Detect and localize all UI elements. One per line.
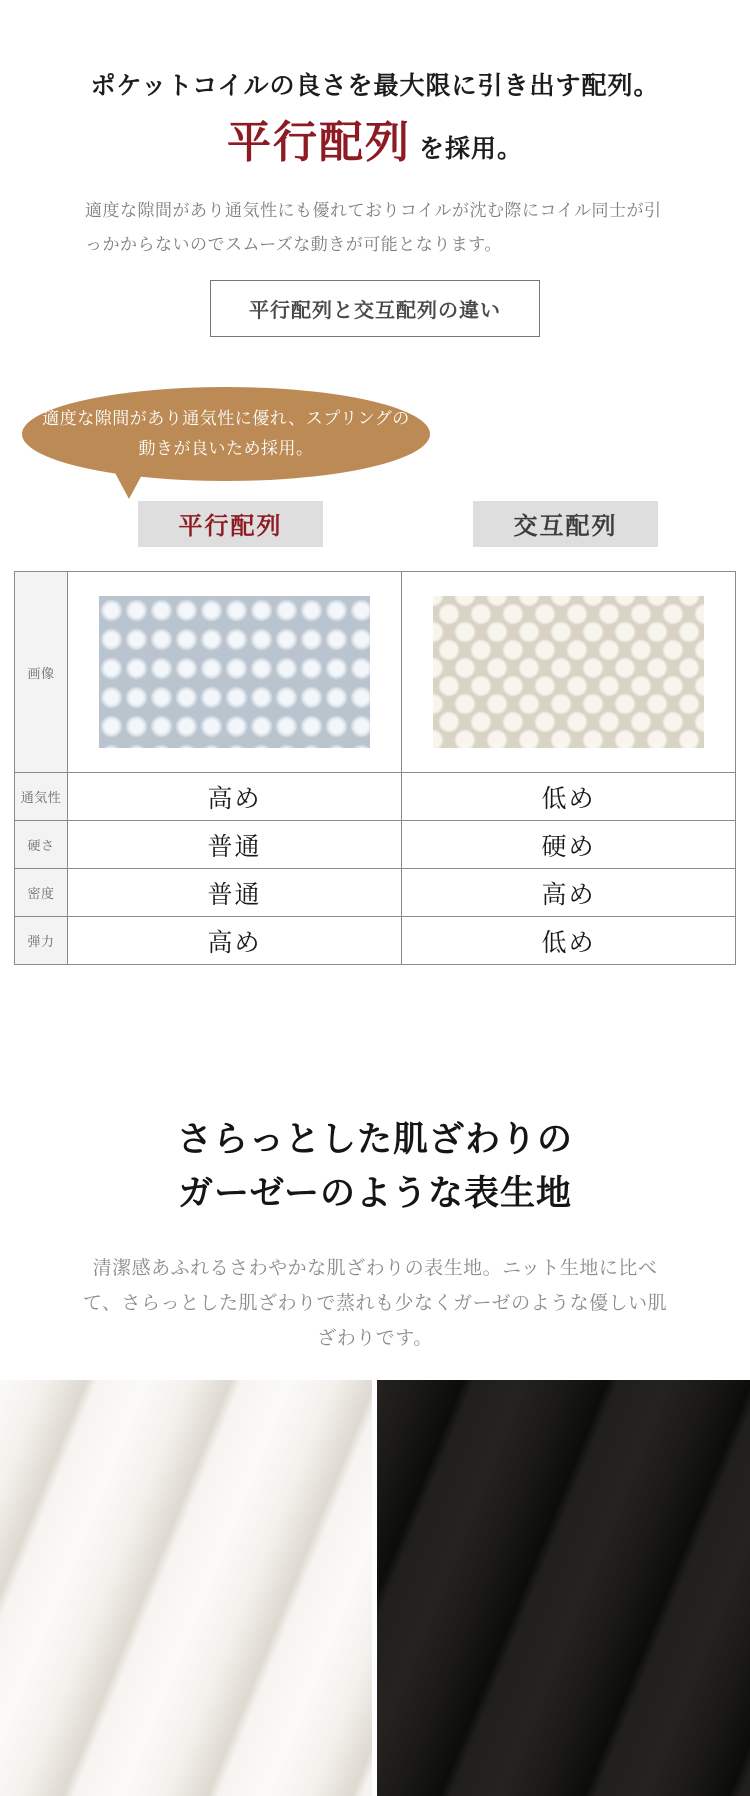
parallel-coils-photo bbox=[99, 596, 370, 748]
adoption-speech-bubble bbox=[22, 387, 430, 481]
cell-alternate-breathability: 低め bbox=[402, 773, 736, 821]
table-row-density bbox=[15, 869, 736, 917]
fabric-description: 清潔感あふれるさわやかな肌ざわりの表生地。ニット生地に比べて、さらっとした肌ざわりで蒸れも少なくガーゼのような優しい肌ざわりです。 bbox=[82, 1257, 668, 1349]
headline-accent-parallel: 平行配列 bbox=[226, 117, 411, 167]
fabric-heading-line2: ガーゼーのような表生地 bbox=[178, 1174, 572, 1214]
cell-alternate-density: 高め bbox=[402, 869, 736, 917]
column-header-parallel: 平行配列 bbox=[138, 501, 323, 547]
row-label: 弾力 bbox=[15, 917, 68, 965]
cell-alternate-firmness: 硬め bbox=[402, 821, 736, 869]
speech-bubble-tail-icon bbox=[114, 471, 144, 499]
table-row-elasticity bbox=[15, 917, 736, 965]
fabric-heading bbox=[0, 1113, 750, 1222]
coil-headline-line1: ポケットコイルの良さを最大限に引き出す配列。 bbox=[90, 71, 660, 100]
cell-alternate-elasticity: 低め bbox=[402, 917, 736, 965]
comparison-table bbox=[14, 571, 736, 965]
row-label: 硬さ bbox=[15, 821, 68, 869]
comparison-title-box: 平行配列と交互配列の違い bbox=[210, 280, 540, 337]
fabric-section bbox=[0, 1113, 750, 1796]
table-row-firmness bbox=[15, 821, 736, 869]
row-label-image: 画像 bbox=[15, 572, 68, 773]
coil-description: 適度な隙間があり通気性にも優れておりコイルが沈む際にコイル同士が引っかからないのでスムーズな動きが可能となります。 bbox=[85, 201, 662, 255]
fabric-photos-row bbox=[0, 1380, 750, 1796]
coil-headline-line2 bbox=[0, 118, 750, 169]
cell-parallel-firmness: 普通 bbox=[68, 821, 402, 869]
headline-suffix: を採用。 bbox=[418, 134, 523, 163]
cell-parallel-density: 普通 bbox=[68, 869, 402, 917]
cell-parallel-breathability: 高め bbox=[68, 773, 402, 821]
row-label: 密度 bbox=[15, 869, 68, 917]
table-row-breathability bbox=[15, 773, 736, 821]
column-header-alternate: 交互配列 bbox=[473, 501, 658, 547]
adoption-bubble-text: 適度な隙間があり通気性に優れ、スプリングの動きが良いため採用。 bbox=[42, 409, 410, 459]
cell-parallel-elasticity: 高め bbox=[68, 917, 402, 965]
fabric-heading-line1: さらっとした肌ざわりの bbox=[176, 1120, 573, 1160]
row-label: 通気性 bbox=[15, 773, 68, 821]
alternate-coils-photo bbox=[433, 596, 704, 748]
table-column-headers bbox=[0, 501, 750, 547]
black-fabric-photo bbox=[377, 1380, 750, 1796]
table-row-images bbox=[15, 572, 736, 773]
white-fabric-photo bbox=[0, 1380, 372, 1796]
